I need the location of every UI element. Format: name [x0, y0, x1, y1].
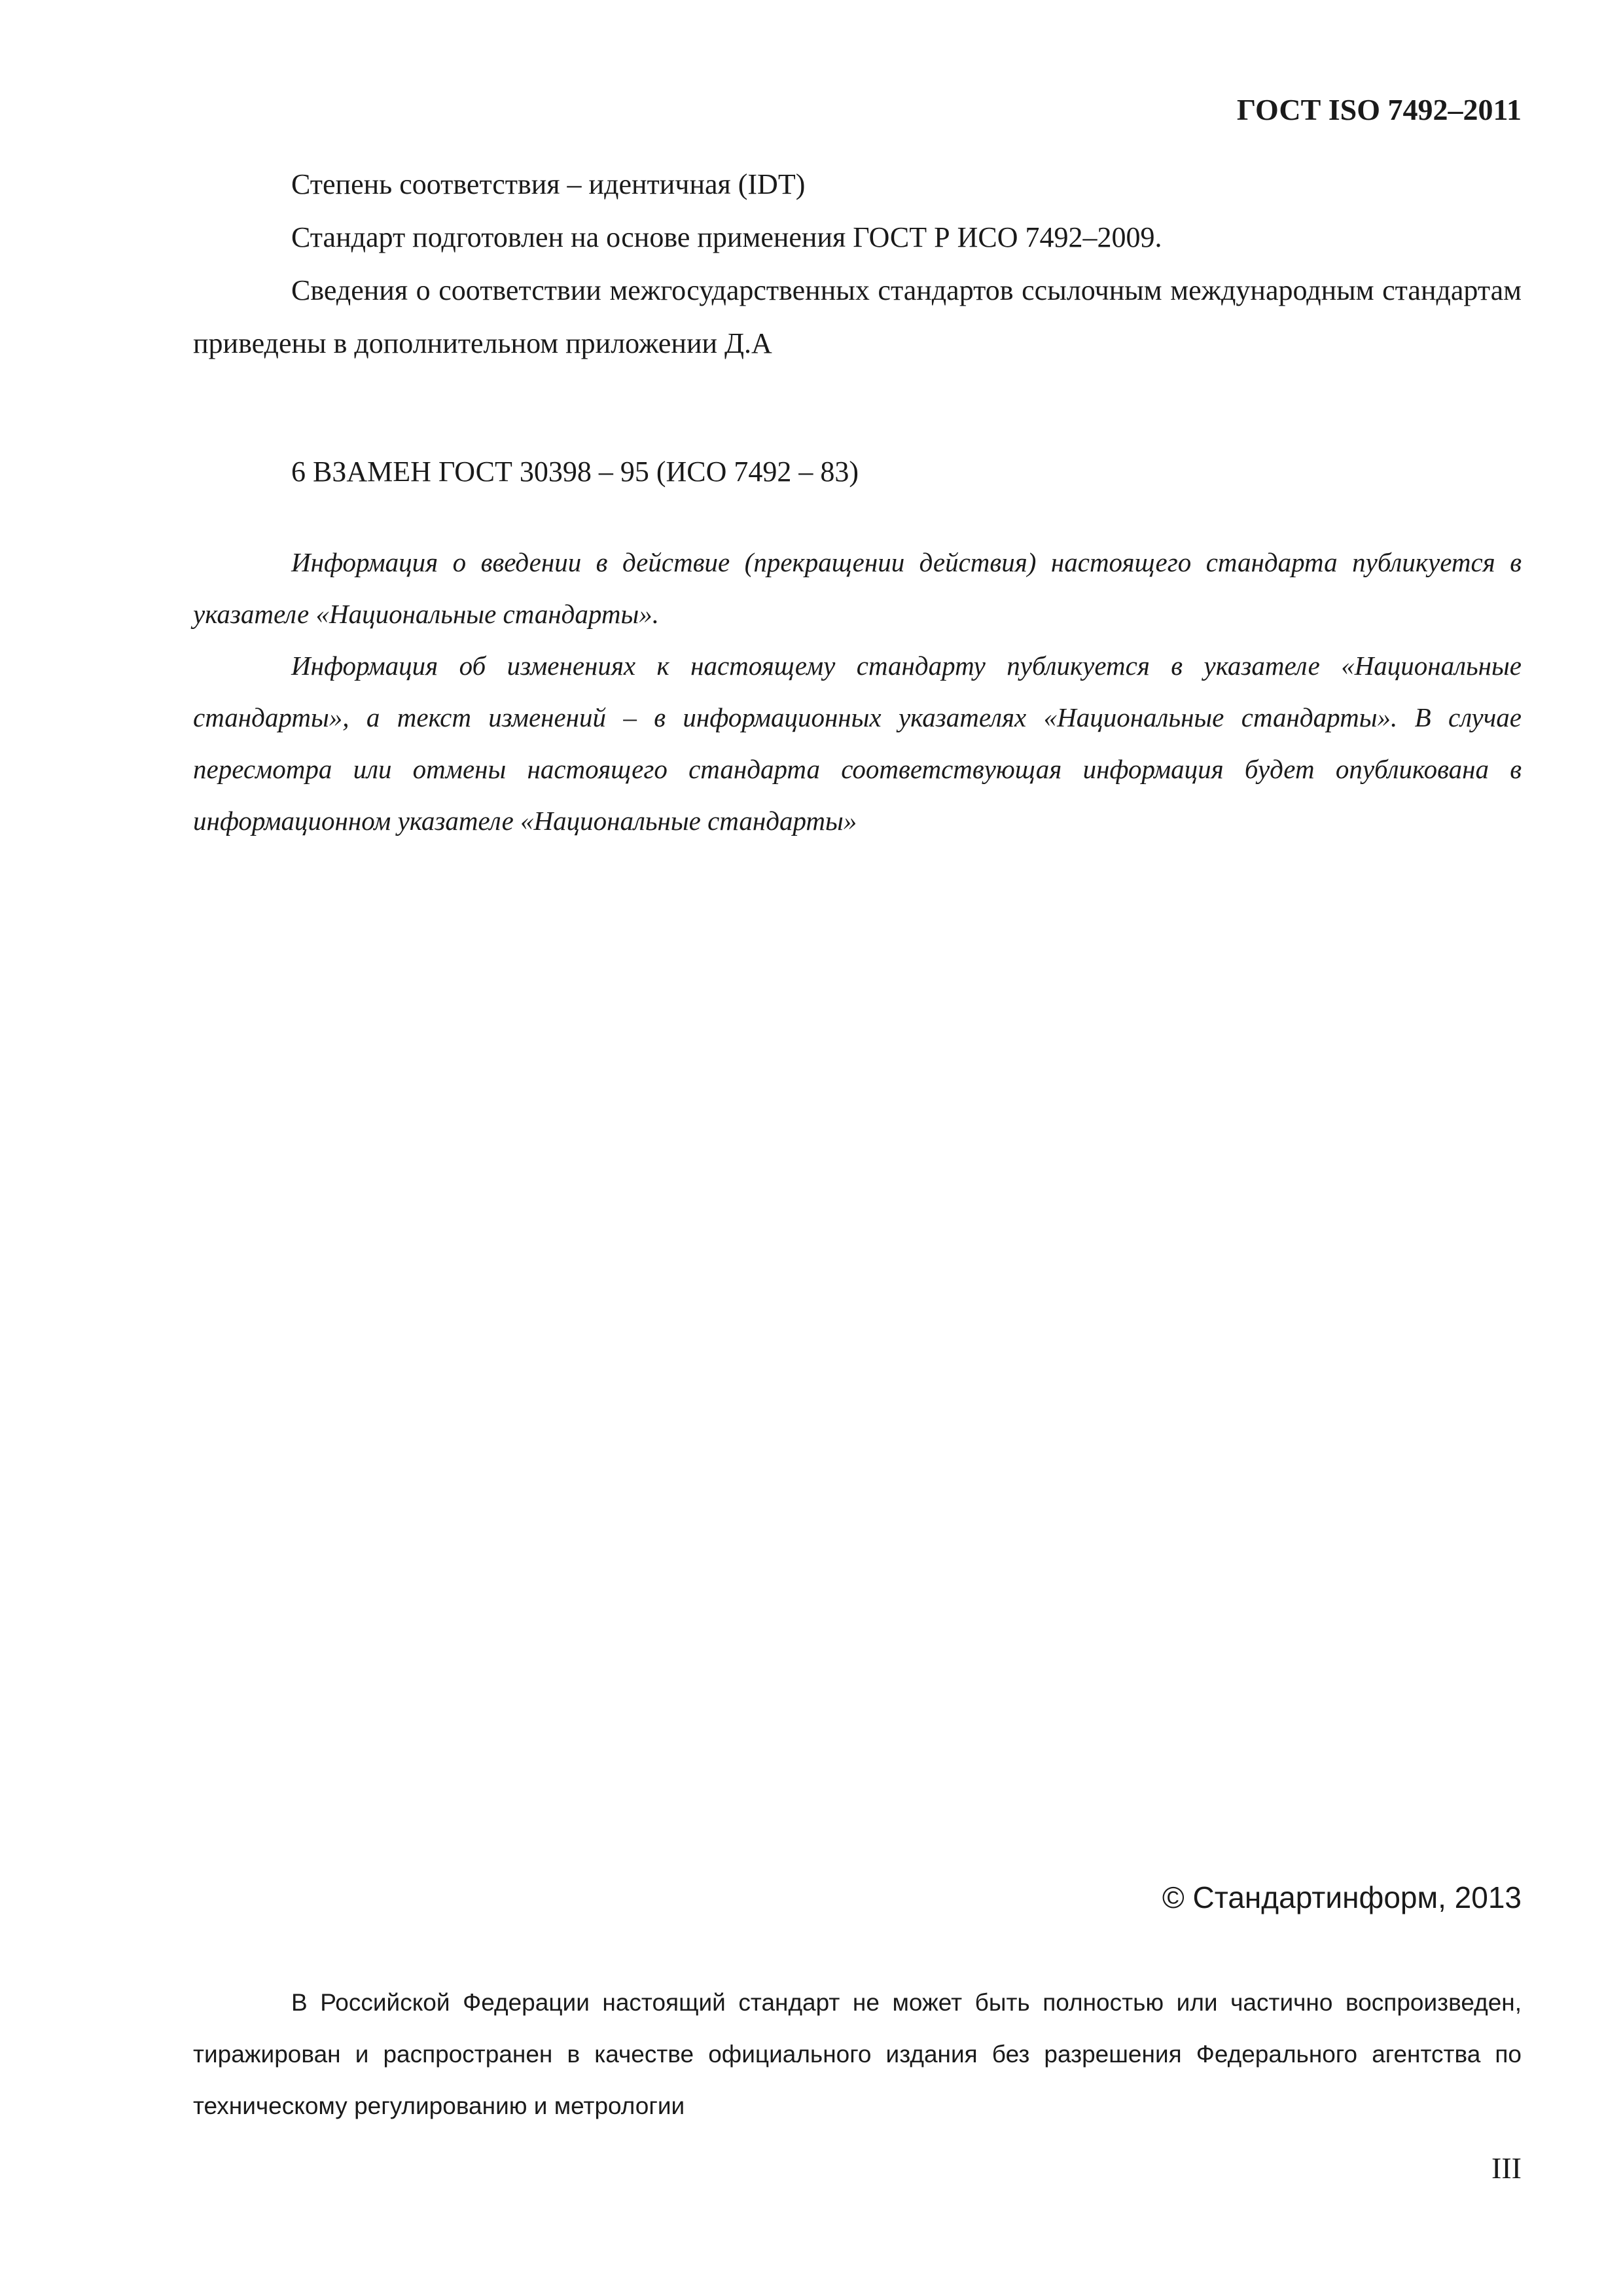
replaces-paragraph: 6 ВЗАМЕН ГОСТ 30398 – 95 (ИСО 7492 – 83)	[291, 456, 859, 488]
notice-introduction-paragraph: Информация о введении в действие (прекращении действия) настоящего стандарта публикуется в указателе «Национальные стандарты».	[193, 547, 1522, 629]
notice-changes-paragraph: Информация об изменениях к настоящему стандарту публикуется в указателе «Национальные стандарты», а текст изменений – в информационных указателях «Национальные стандарты». В случае пересмотра или отмены настоящего стандарта соответствующая информация будет опубликована в информационном указателе «Национальные стандарты»	[193, 651, 1522, 836]
prepared-basis-paragraph: Стандарт подготовлен на основе применения ГОСТ Р ИСО 7492–2009.	[291, 221, 1162, 253]
standard-info-block	[193, 158, 1522, 370]
notice-block	[193, 537, 1522, 847]
conformity-degree-paragraph: Степень соответствия – идентичная (IDT)	[291, 168, 806, 200]
page-number: III	[1491, 2151, 1522, 2185]
rights-paragraph: В Российской Федерации настоящий стандарт не может быть полностью или частично воспроизведен, тиражирован и распространен в качестве официального издания без разрешения Федерального агентства по техническому регулированию и метрологии	[193, 1989, 1522, 2119]
standard-number-header: ГОСТ ISO 7492–2011	[1236, 93, 1522, 126]
references-info-paragraph: Сведения о соответствии межгосударственных стандартов ссылочным международным стандартам приведены в дополнительном приложении Д.А	[193, 274, 1522, 359]
rights-block	[193, 1977, 1522, 2132]
copyright-line: © Стандартинформ, 2013	[1162, 1880, 1522, 1914]
